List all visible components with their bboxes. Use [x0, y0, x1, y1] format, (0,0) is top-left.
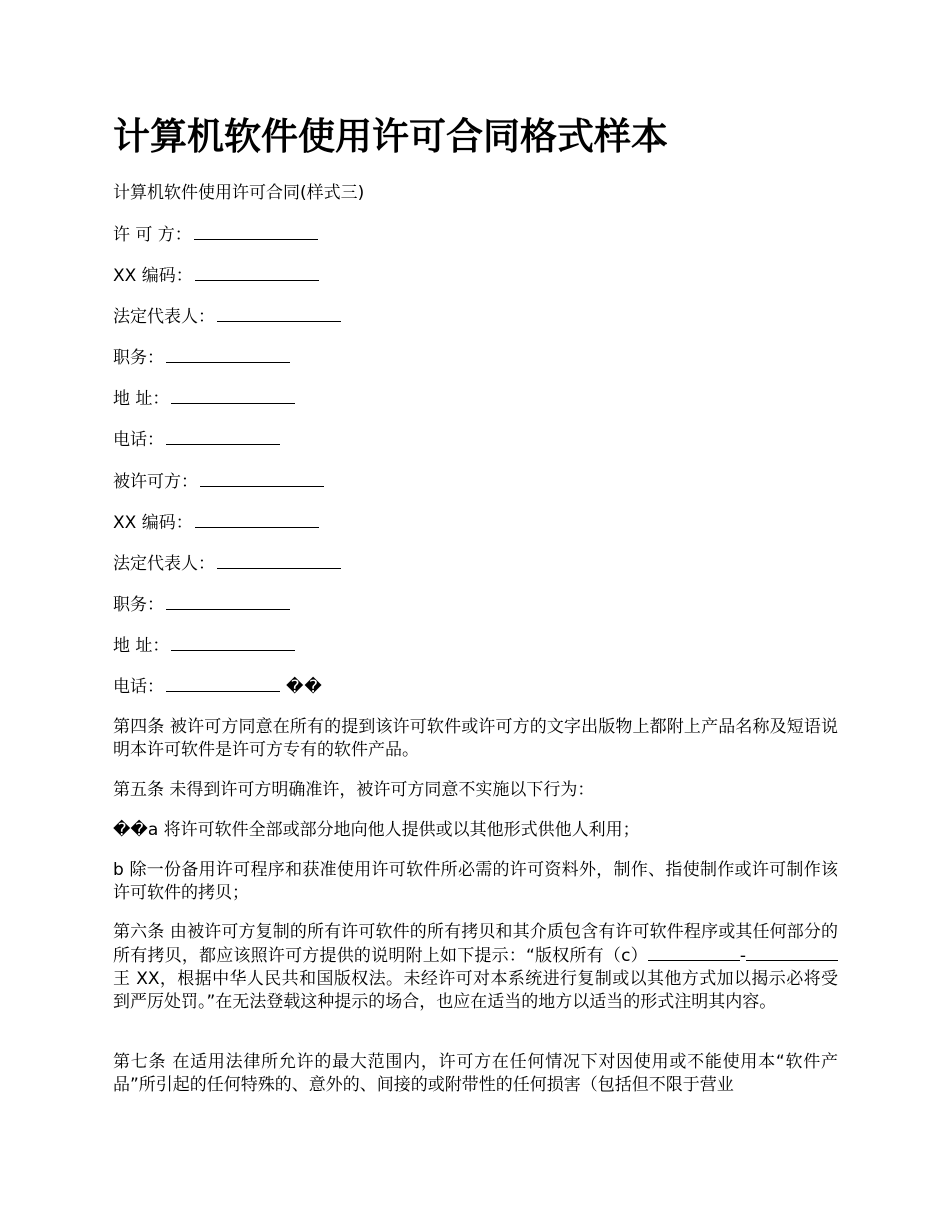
clause-item-b: b 除一份备用许可程序和获准使用许可软件所必需的许可资料外，制作、指使制作或许可制作该许可软件的拷贝； — [113, 860, 838, 903]
copyright-dash: - — [739, 946, 746, 966]
licensee-code-field — [113, 509, 319, 536]
licensor-code-label: XX 编码： — [113, 266, 193, 286]
copyright-year-blank-2 — [746, 944, 838, 961]
document-subtitle: 计算机软件使用许可合同(样式三) — [113, 183, 365, 203]
licensor-legal-rep-blank — [217, 303, 341, 322]
licensee-phone-blank — [166, 673, 280, 692]
licensee-party-field — [113, 468, 324, 495]
licensor-phone-field — [113, 426, 280, 453]
licensee-code-blank — [195, 509, 319, 528]
licensor-position-field — [113, 344, 290, 371]
clause-article-6-part2: 王 XX，根据中华人民共和国版权法。未经许可对本系统进行复制或以其他方式加以揭示必将受到严厉处罚。”在无法登载这种提示的场合，也应在适当的地方以适当的形式注明其内容。 — [113, 969, 838, 1012]
clause-item-a: ��a 将许可软件全部或部分地向他人提供或以其他形式供他人利用； — [113, 820, 640, 840]
clause-article-4: 第四条 被许可方同意在所有的提到该许可软件或许可方的文字出版物上都附上产品名称及短语说明本许可软件是许可方专有的软件产品。 — [113, 717, 838, 760]
licensor-address-field — [113, 385, 295, 412]
licensee-address-label: 地 址： — [113, 636, 170, 656]
clause-article-6 — [113, 921, 838, 1014]
licensee-legal-rep-field — [113, 550, 341, 577]
licensor-phone-blank — [166, 426, 280, 445]
licensee-phone-label: 电话： — [113, 677, 164, 697]
licensor-position-blank — [166, 344, 290, 363]
copyright-year-blank-1 — [648, 944, 740, 961]
licensor-party-field — [113, 221, 318, 248]
licensor-phone-label: 电话： — [113, 430, 164, 450]
licensee-position-label: 职务： — [113, 595, 164, 615]
clause-article-5: 第五条 未得到许可方明确准许，被许可方同意不实施以下行为： — [113, 780, 595, 800]
licensor-position-label: 职务： — [113, 348, 164, 368]
clause-article-6-part1: 第六条 由被许可方复制的所有许可软件的所有拷贝和其介质包含有许可软件程序或其任何部分的所有拷贝，都应该照许可方提供的说明附上如下提示：“版权所有（c） — [113, 922, 838, 966]
licensee-position-field — [113, 591, 290, 618]
document-title: 计算机软件使用许可合同格式样本 — [113, 115, 668, 158]
licensee-address-blank — [171, 632, 295, 651]
licensor-address-blank — [171, 385, 295, 404]
licensee-phone-field — [113, 673, 323, 700]
licensor-party-blank — [194, 221, 318, 240]
clause-article-7: 第七条 在适用法律所允许的最大范围内，许可方在任何情况下对因使用或不能使用本“软件产品”所引起的任何特殊的、意外的、间接的或附带性的任何损害（包括但不限于营业 — [113, 1052, 838, 1095]
licensee-phone-trailing: �� — [286, 677, 323, 697]
licensee-party-blank — [200, 468, 324, 487]
licensee-code-label: XX 编码： — [113, 513, 193, 533]
licensor-party-label: 许 可 方： — [113, 225, 192, 245]
licensor-address-label: 地 址： — [113, 389, 170, 409]
licensee-party-label: 被许可方： — [113, 472, 198, 492]
licensee-legal-rep-blank — [217, 550, 341, 569]
licensor-code-blank — [195, 262, 319, 281]
licensor-code-field — [113, 262, 319, 289]
licensee-position-blank — [166, 591, 290, 610]
licensor-legal-rep-field — [113, 303, 341, 330]
licensee-address-field — [113, 632, 295, 659]
licensor-legal-rep-label: 法定代表人： — [113, 307, 215, 327]
licensee-legal-rep-label: 法定代表人： — [113, 554, 215, 574]
